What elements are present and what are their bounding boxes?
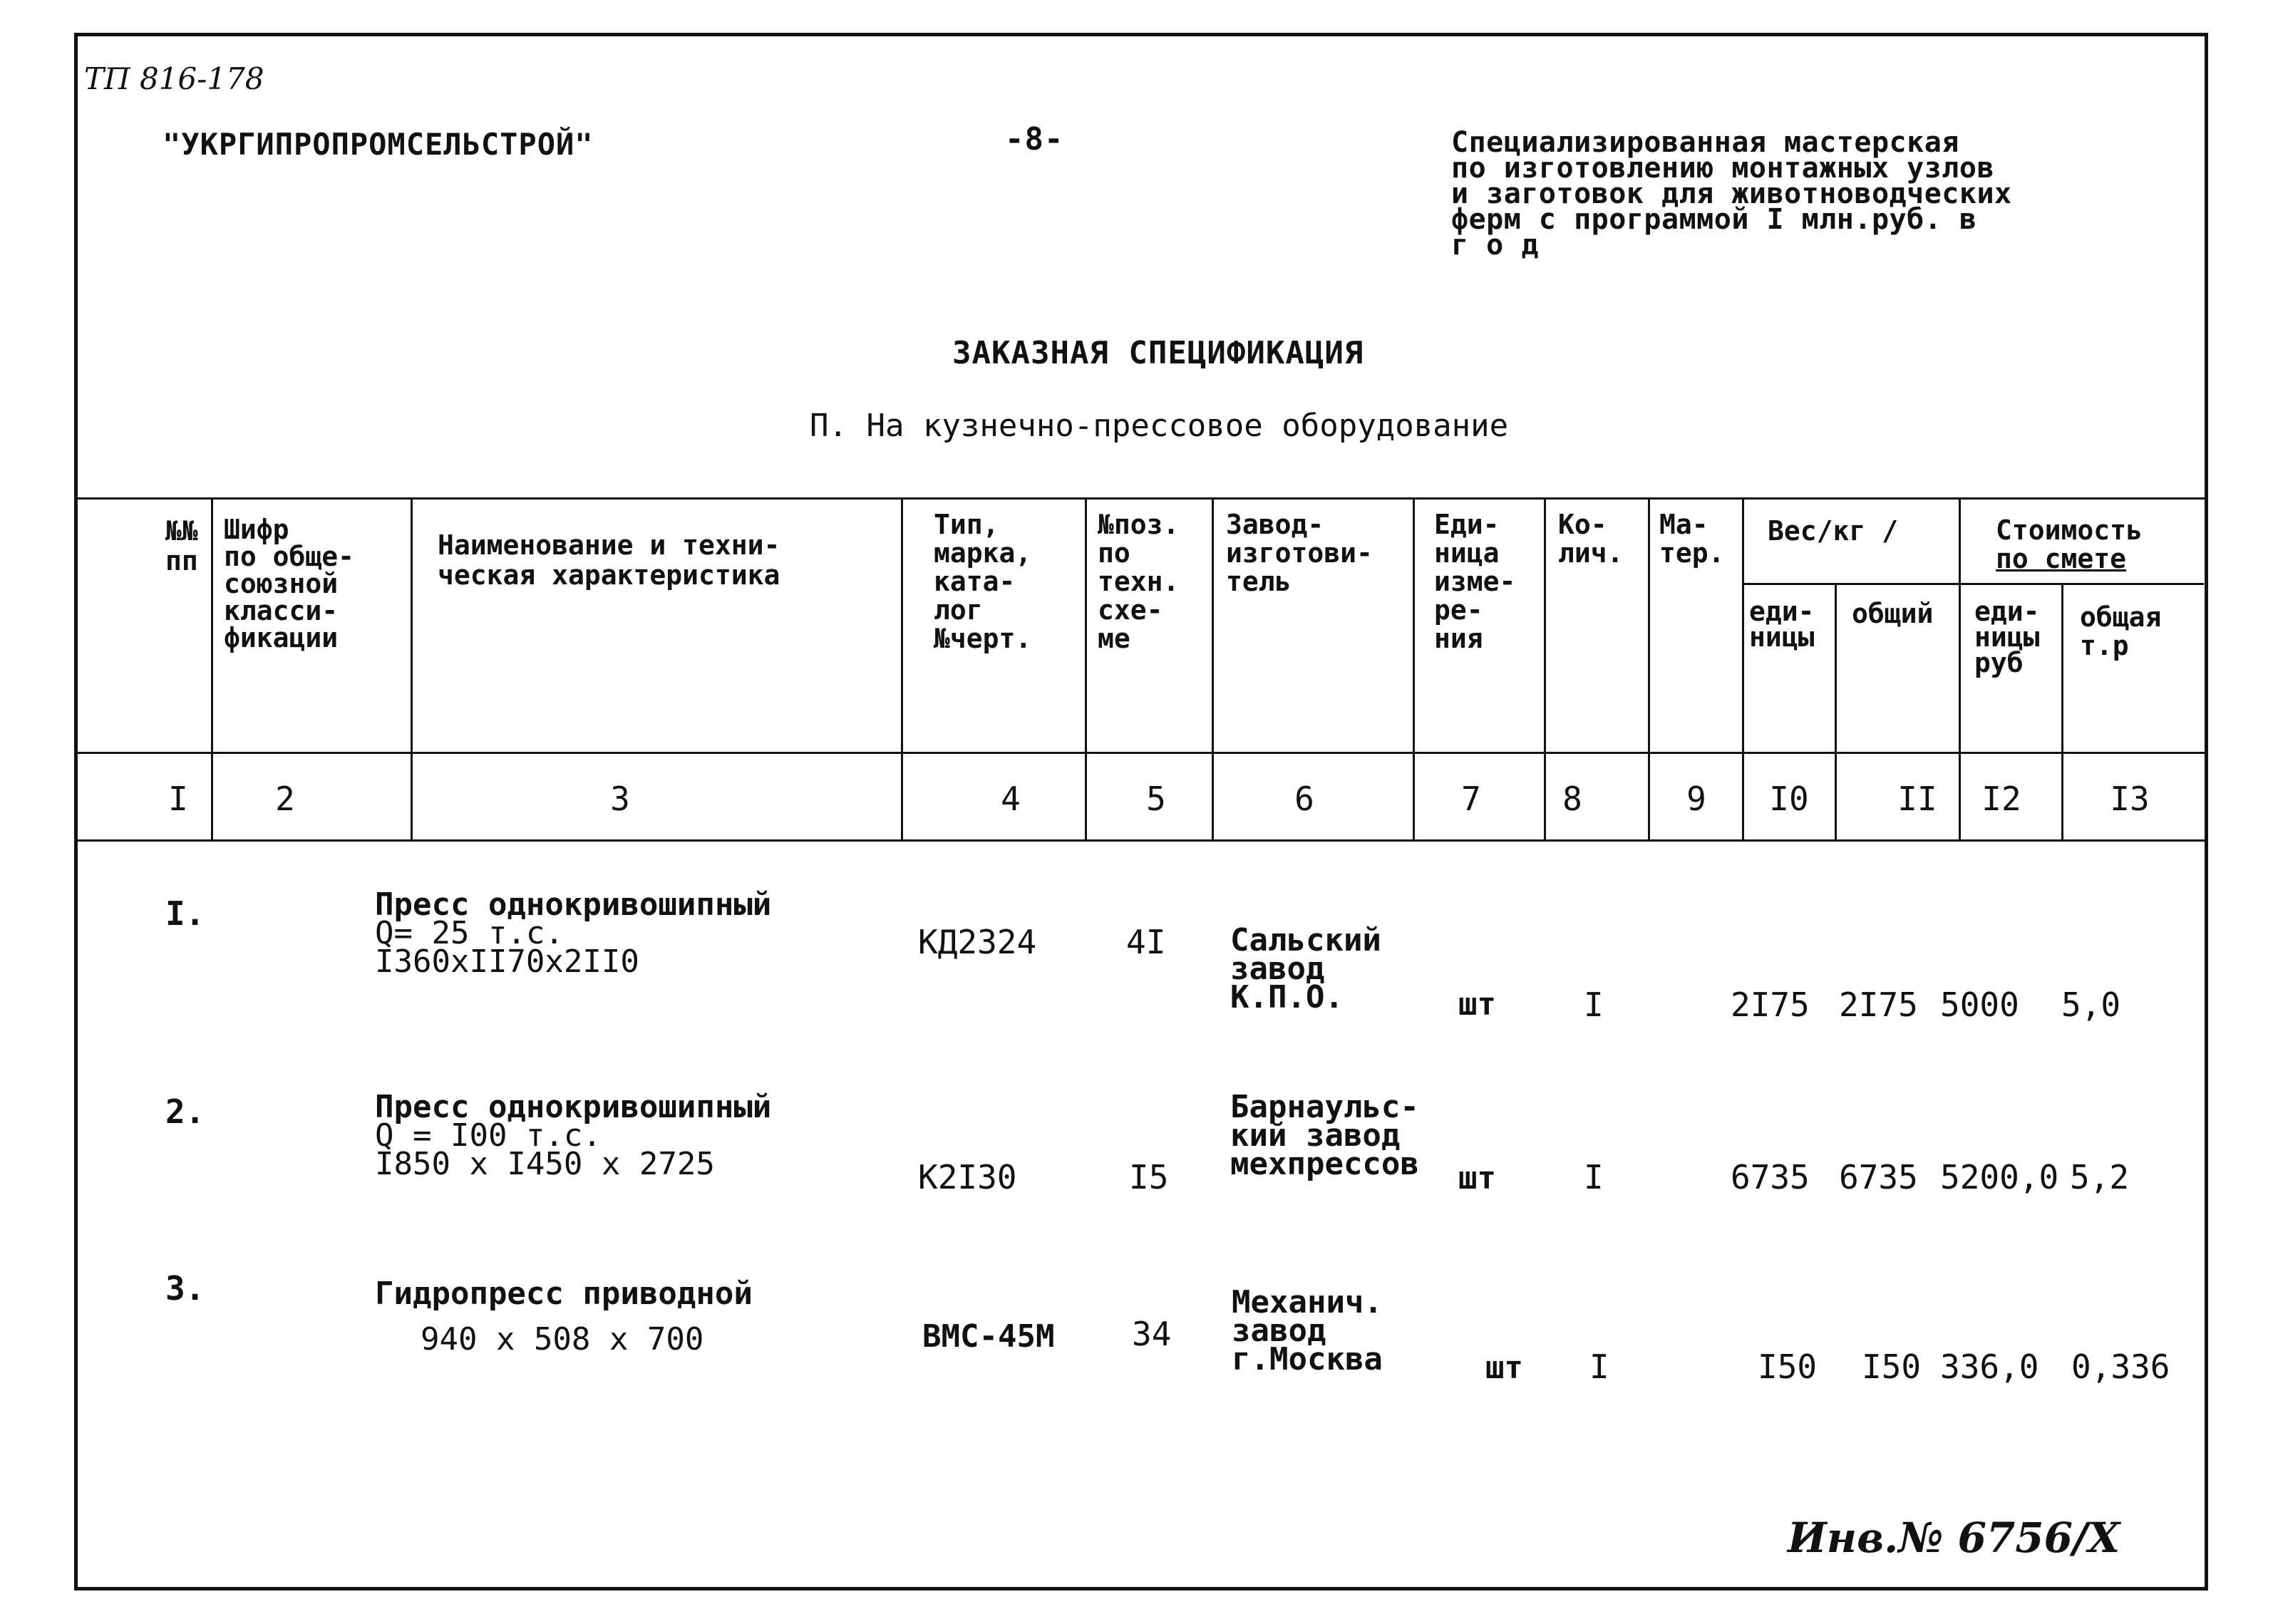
col-number: I3 — [2110, 780, 2150, 818]
subject-line: ферм с программой I млн.руб. в — [1451, 203, 1977, 236]
header-col-4: Тип, марка, ката- лог №черт. — [934, 509, 1032, 654]
header-weight-unit: еди- ницы — [1749, 596, 1815, 653]
row-number: 3. — [165, 1269, 205, 1308]
document-title: ЗАКАЗНАЯ СПЕЦИФИКАЦИЯ — [952, 335, 1364, 371]
numbers-bottom-rule — [74, 839, 2207, 842]
item-weight-unit: 2I75 — [1731, 986, 1810, 1024]
item-weight-unit: 6735 — [1731, 1158, 1810, 1196]
item-weight-total: I50 — [1862, 1348, 1922, 1386]
header-weight: Вес/кг / — [1768, 515, 1899, 547]
item-position: 4I — [1126, 923, 1166, 961]
item-quantity: I — [1584, 1158, 1604, 1196]
header-col-2: Шифр по обще- союзной класси- фикации — [224, 514, 355, 653]
header-bottom-rule — [74, 752, 2207, 754]
col-divider — [1835, 583, 1837, 842]
col-number: 9 — [1686, 780, 1706, 818]
item-unit: шт — [1458, 986, 1496, 1023]
item-type: К2I30 — [918, 1158, 1017, 1196]
header-col-9: Ма- тер. — [1659, 509, 1725, 569]
item-weight-total: 6735 — [1839, 1158, 1918, 1196]
item-cost-unit: 5000 — [1940, 986, 2019, 1024]
item-name: Пресс однокривошипный Q= 25 т.с. I360xII70x2II0 — [375, 886, 772, 980]
item-cost-total: 0,336 — [2071, 1348, 2170, 1386]
col-number: I0 — [1769, 780, 1809, 818]
organization-name: "УКРГИПРОПРОМСЕЛЬСТРОЙ" — [163, 127, 594, 162]
item-factory: Механич. завод г.Москва — [1232, 1284, 1383, 1377]
item-position: I5 — [1129, 1158, 1169, 1196]
document-code: ТП 816-178 — [84, 61, 264, 96]
subject-block — [1451, 126, 2012, 262]
item-unit: шт — [1458, 1160, 1496, 1196]
col-divider — [211, 497, 213, 842]
subject-line: по изготовлению монтажных узлов — [1451, 152, 1995, 185]
subject-line: г о д — [1451, 229, 1539, 262]
table-top-rule — [74, 497, 2207, 500]
item-weight-total: 2I75 — [1839, 986, 1918, 1024]
col-divider — [1959, 497, 1961, 842]
col-number: 3 — [610, 780, 630, 818]
item-weight-unit: I50 — [1758, 1348, 1818, 1386]
item-cost-total: 5,0 — [2061, 986, 2121, 1024]
row-number: I. — [165, 894, 205, 933]
header-col-6: Завод- изготови- тель — [1226, 509, 1373, 597]
col-divider — [1648, 497, 1650, 842]
header-cost-unit: еди- ницы руб — [1974, 596, 2040, 678]
subject-line: Специализированная мастерская — [1451, 126, 1959, 159]
col-number: 6 — [1294, 780, 1314, 818]
header-col-5: №поз. по техн. схе- ме — [1098, 509, 1180, 654]
col-divider — [901, 497, 903, 842]
inventory-number: Инв.№ 6756/Х — [1788, 1514, 2120, 1562]
col-divider — [1544, 497, 1546, 842]
col-number: I — [168, 780, 188, 818]
item-position: 34 — [1132, 1315, 1172, 1353]
col-number: 4 — [1001, 780, 1021, 818]
col-number: 5 — [1146, 780, 1166, 818]
row-number: 2. — [165, 1092, 205, 1131]
col-divider — [1742, 497, 1744, 842]
item-quantity: I — [1589, 1348, 1609, 1386]
col-divider — [1212, 497, 1214, 842]
col-divider — [2061, 583, 2063, 842]
col-divider — [1413, 497, 1415, 842]
item-type: ВМС-45М — [922, 1318, 1055, 1355]
header-weight-total: общий — [1852, 598, 1934, 629]
header-cost: Стоимость по смете — [1996, 514, 2143, 574]
col-divider — [411, 497, 413, 842]
item-cost-total: 5,2 — [2070, 1158, 2130, 1196]
item-name: Гидропресс приводной 940 x 508 x 700 — [375, 1276, 753, 1357]
page-number: -8- — [1005, 121, 1064, 157]
item-cost-unit: 336,0 — [1940, 1348, 2039, 1386]
document-subtitle: П. На кузнечно-прессовое оборудование — [810, 408, 1509, 444]
col-divider — [1085, 497, 1087, 842]
header-col-8: Ко- лич. — [1558, 509, 1624, 569]
header-cost-total: общая т.р — [2080, 601, 2162, 661]
weight-split-rule — [1743, 583, 2204, 585]
item-quantity: I — [1584, 986, 1604, 1024]
subject-line: и заготовок для животноводческих — [1451, 177, 2012, 210]
header-col-7: Еди- ница изме- ре- ния — [1434, 509, 1516, 654]
header-col-3: Наименование и техни- ческая характеристика — [438, 529, 780, 591]
col-number: II — [1897, 780, 1937, 818]
col-number: I2 — [1981, 780, 2021, 818]
col-number: 2 — [275, 780, 295, 818]
item-factory: Сальский завод К.П.О. — [1230, 922, 1381, 1015]
col-number: 7 — [1461, 780, 1481, 818]
item-unit: шт — [1485, 1350, 1523, 1386]
item-factory: Барнаульс- кий завод мехпрессов — [1230, 1089, 1419, 1182]
item-cost-unit: 5200,0 — [1940, 1158, 2059, 1196]
item-type: КД2324 — [918, 923, 1037, 961]
item-name: Пресс однокривошипный Q = I00 т.с. I850 x I450 x 2725 — [375, 1089, 772, 1182]
header-col-1: №№ пп — [165, 515, 198, 576]
col-number: 8 — [1562, 780, 1582, 818]
